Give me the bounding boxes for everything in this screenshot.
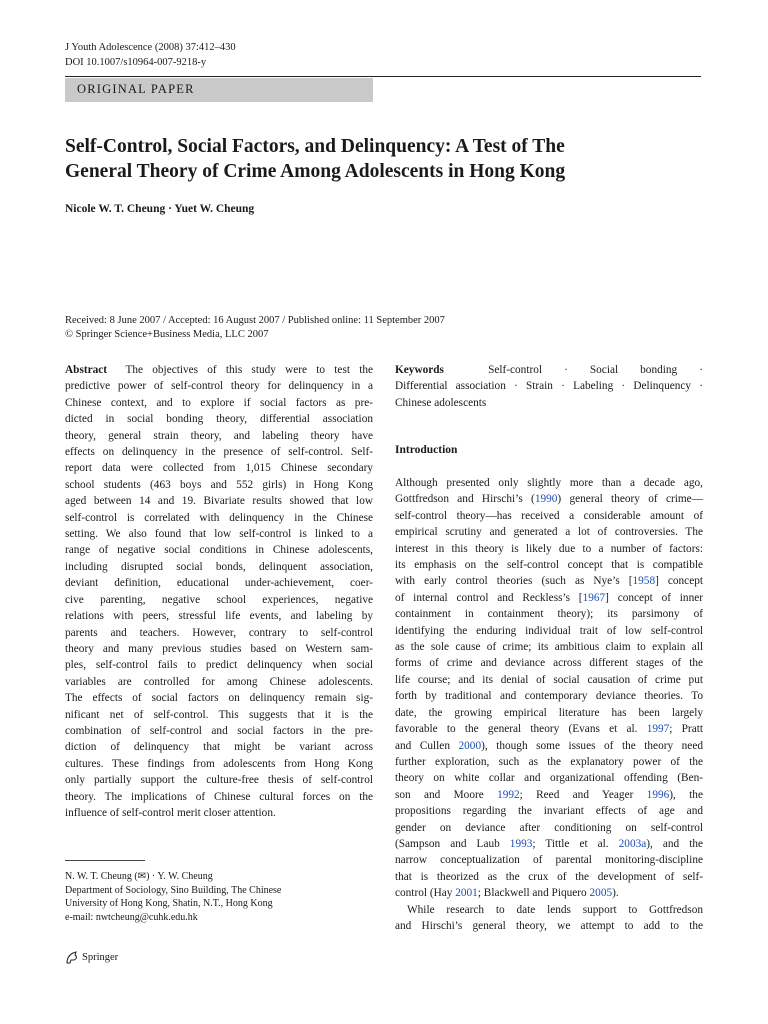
abstract-line: deviant definition, educational under-achievement, coer- <box>65 577 373 590</box>
abstract-line: dicted in social bonding theory, differential association <box>65 413 373 426</box>
citation-link[interactable]: 1990 <box>534 493 558 506</box>
abstract-line: The effects of social factors on delinquency remain sig- <box>65 692 373 705</box>
author-list: Nicole W. T. Cheung · Yuet W. Cheung <box>65 203 255 215</box>
intro-line: and Cullen 2000), though some issues of the theory need <box>395 739 703 752</box>
section-heading-introduction: Introduction <box>395 444 458 456</box>
intro-line: self-control theory—has received a considerable amount of <box>395 509 703 522</box>
title-line: General Theory of Crime Among Adolescents in Hong Kong <box>65 161 566 182</box>
intro-line: interest in this theory is likely due to a number of factors: <box>395 542 703 555</box>
intro-line: son and Moore 1992; Reed and Yeager 1996), the <box>395 788 703 801</box>
abstract-line: report data were collected from 1,015 Chinese secondary <box>65 462 373 475</box>
introduction-body <box>395 475 703 934</box>
citation-link[interactable]: 1997 <box>646 723 670 736</box>
abstract-line: cive parenting, negative school experiences, negative <box>65 593 373 606</box>
journal-citation: J Youth Adolescence (2008) 37:412–430 <box>65 42 236 53</box>
note-line: University of Hong Kong, Shatin, N.T., Hong Kong <box>65 898 273 909</box>
abstract-line: only partially support the culture-free thesis of self-control <box>65 774 373 787</box>
abstract-line: Chinese context, and to explore if social factors as pre- <box>65 396 373 409</box>
intro-line: (Sampson and Laub 1993; Tittle et al. 2003a), and the <box>395 837 703 850</box>
note-line: e-mail: nwtcheung@cuhk.edu.hk <box>65 911 198 923</box>
abstract-line: nificant net of self-control. This suggests that it is the <box>65 708 373 721</box>
intro-line: While research to date lends support to Gottfredson <box>407 903 703 916</box>
abstract-line: relations with peers, stressful life events, and labeling by <box>65 610 373 623</box>
intro-line: containment in containment theory); its parsimony of <box>395 608 703 621</box>
citation-link[interactable]: 1996 <box>646 788 670 801</box>
intro-line: control (Hay 2001; Blackwell and Piquero 2005). <box>395 887 619 900</box>
abstract-line: parents and teachers. However, contrary to self-control <box>65 626 373 639</box>
paper-title <box>65 134 685 184</box>
citation-link[interactable]: 2005 <box>589 887 613 900</box>
abstract-line: setting. We also found that low self-control is linked to a <box>65 528 373 541</box>
abstract-line: self-control is correlated with delinquency in the Chinese <box>65 511 373 524</box>
publisher-name: Springer <box>82 952 119 963</box>
article-type-banner <box>65 78 373 102</box>
keywords <box>395 362 703 411</box>
citation-link[interactable]: 1993 <box>509 837 533 850</box>
citation-link[interactable]: 2000 <box>458 739 482 752</box>
intro-line: Although presented only slightly more than a decade ago, <box>395 477 703 489</box>
keywords-line: Chinese adolescents <box>395 396 487 409</box>
publication-history <box>65 314 445 342</box>
intro-line: theory on white collar and organizational offending (Ben- <box>395 772 703 785</box>
abstract-line: cultures. These findings from adolescents from Hong Kong <box>65 757 373 770</box>
copyright-line: © Springer Science+Business Media, LLC 2007 <box>65 329 269 340</box>
doi: DOI 10.1007/s10964-007-9218-y <box>65 57 207 68</box>
article-type-label: ORIGINAL PAPER <box>77 82 195 96</box>
intro-line: date, the growing empirical literature has been largely <box>395 706 703 719</box>
intro-line: gender on deviance after conditioning on self-control <box>395 821 703 834</box>
intro-line: forms of crime and deviance across different stages of the <box>395 657 703 670</box>
keywords-label: Keywords <box>395 364 444 376</box>
note-line: Department of Sociology, Sino Building, The Chinese <box>65 884 282 896</box>
author-affiliation-note <box>65 870 281 924</box>
intro-line: identifying the enduring individual trait of low self-control <box>395 624 703 637</box>
intro-line: with early control theories (such as Nye’s [1958] concept <box>395 575 703 588</box>
abstract-label: Abstract <box>65 364 108 376</box>
abstract-line: theory and many previous studies based on Western sam- <box>65 642 373 655</box>
abstract-line: aged between 14 and 19. Bivariate results showed that low <box>65 495 373 508</box>
note-authors-text: N. W. T. Cheung (✉) · Y. W. Cheung <box>65 871 213 882</box>
intro-line: as the sole cause of crime; its ambitious claim to explain all <box>395 641 703 654</box>
abstract-line: theory, general strain theory, and labeling theory have <box>65 429 373 442</box>
abstract-line: including disrupted social bonds, delinquent association, <box>65 560 373 573</box>
abstract-line: Abstract The objectives of this study were to test the <box>65 364 373 376</box>
intro-line: of internal control and Reckless’s [1967] concept of inner <box>395 591 703 604</box>
citation-link[interactable]: 2001 <box>455 887 478 900</box>
intro-line: and Hirschi’s general theory, we attempt to add to the <box>395 919 703 932</box>
abstract-line: theory. The implications of Chinese cultural forces on the <box>65 790 373 803</box>
abstract-line: variables are controlled for among Chinese adolescents. <box>65 675 373 688</box>
abstract-line: combination of self-control and social factors in the pre- <box>65 724 373 737</box>
header-rule <box>65 76 701 77</box>
citation-link[interactable]: 1967 <box>582 591 606 604</box>
intro-line: propositions regarding the invariant effects of age and <box>395 805 703 818</box>
keywords-line: Keywords Self-control · Social bonding · <box>395 364 704 376</box>
intro-line: further exploration, such as the explanatory power of the <box>395 755 703 768</box>
dates-line: Received: 8 June 2007 / Accepted: 16 August 2007 / Published online: 11 September 2007 <box>65 315 445 326</box>
abstract-line: diction of delinquency that might be variant across <box>65 741 373 754</box>
abstract-line: predictive power of self-control theory for delinquency in a <box>65 380 373 393</box>
intro-line: forth by traditional and contemporary deviance theories. To <box>395 690 703 703</box>
abstract-line: school students (463 boys and 552 girls) in Hong Kong <box>65 478 373 491</box>
intro-line: that is theorized as the crux of the development of self- <box>395 870 703 883</box>
keywords-line: Differential association · Strain · Labeling · Delinquency · <box>395 380 703 393</box>
intro-line: favorable to the general theory (Evans et al. 1997; Pratt <box>395 723 703 736</box>
abstract <box>65 362 373 821</box>
intro-line: life course; and its denial of social causation of crime put <box>395 673 703 686</box>
title-line: Self-Control, Social Factors, and Delinquency: A Test of The <box>65 136 565 157</box>
springer-horse-icon <box>65 951 78 964</box>
citation-link[interactable]: 2003a <box>618 837 647 850</box>
footnote-rule <box>65 860 145 861</box>
intro-line: Gottfredson and Hirschi’s (1990) general theory of crime— <box>395 493 703 506</box>
intro-line: empirical scrutiny and generated a lot of controversies. The <box>395 526 703 539</box>
note-authors <box>65 870 281 884</box>
citation-link[interactable]: 1992 <box>497 788 520 801</box>
intro-line: narrow conceptualization of parental monitoring-discipline <box>395 854 703 867</box>
note-lines <box>65 884 281 925</box>
intro-line: its emphasis on the self-control concept that is compatible <box>395 559 703 572</box>
abstract-line: range of negative social conditions in Chinese adolescents, <box>65 544 373 557</box>
abstract-line: effects on delinquency in the presence of self-control. Self- <box>65 446 373 459</box>
citation-link[interactable]: 1958 <box>632 575 656 588</box>
abstract-line: ples, self-control fails to predict delinquency when social <box>65 659 373 672</box>
abstract-line: influence of self-control merit closer attention. <box>65 806 276 819</box>
publisher-footer <box>65 951 118 964</box>
